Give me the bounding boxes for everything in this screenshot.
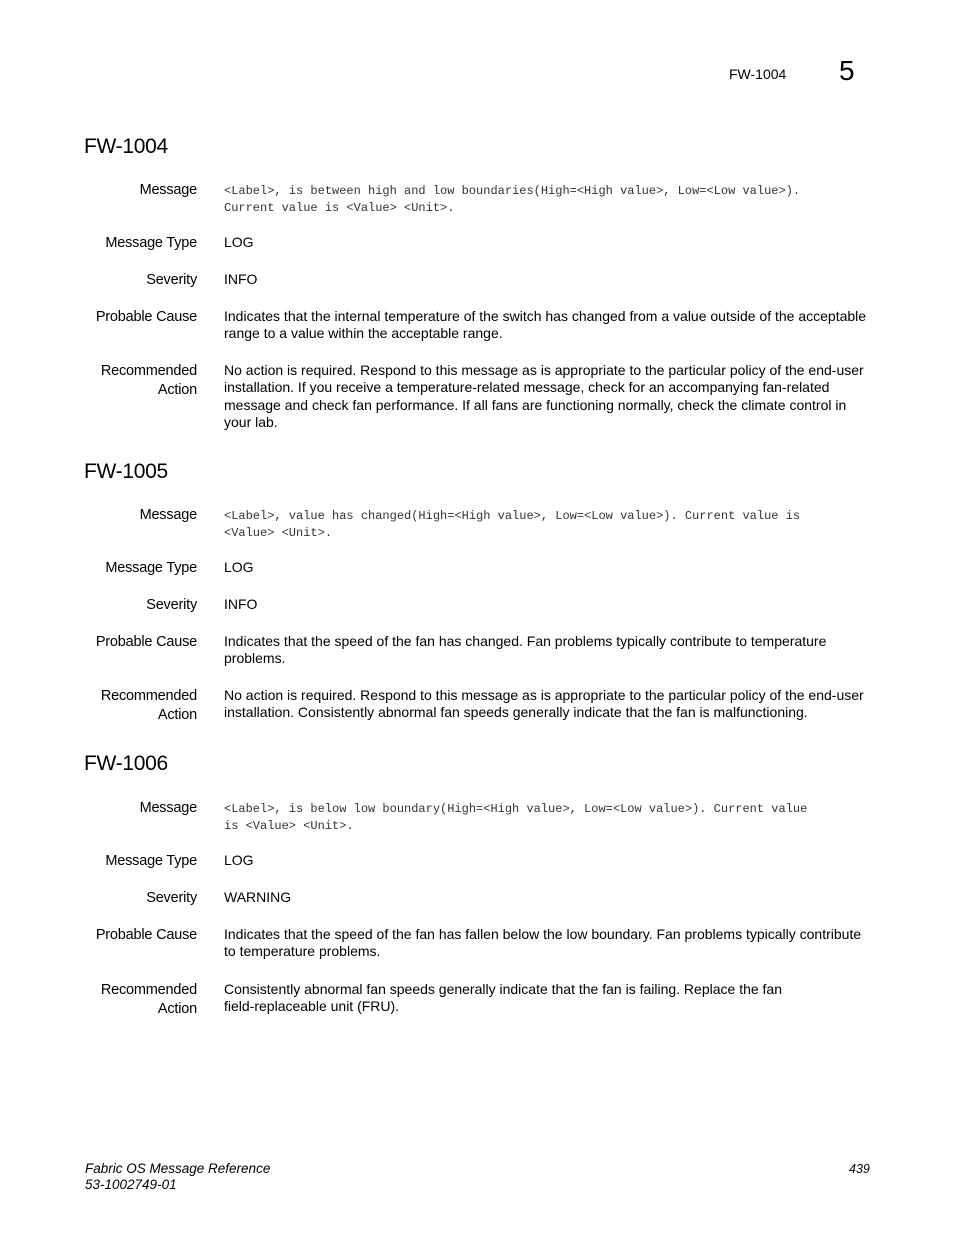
probable-cause-value xyxy=(224,633,872,668)
severity-label: Severity xyxy=(146,597,197,613)
running-head xyxy=(700,55,860,88)
text-line: Indicates that the speed of the fan has changed. Fan problems typically contribute to temperature xyxy=(224,633,827,649)
text-line: No action is required. Respond to this message as is appropriate to the particular policy of the end-user xyxy=(224,362,864,378)
message-type-value: LOG xyxy=(224,234,254,250)
severity-label: Severity xyxy=(146,890,197,906)
probable-cause-label: Probable Cause xyxy=(95,927,197,943)
message-label: Message xyxy=(139,182,197,198)
chapter-number: 5 xyxy=(839,55,855,86)
message-line: <Label>, is below low boundary(High=<High value>, Low=<Low value>). Current value xyxy=(224,802,808,816)
text-line: No action is required. Respond to this message as is appropriate to the particular policy of the end-user xyxy=(224,687,864,703)
message-label: Message xyxy=(139,507,197,523)
running-head-title: FW-1004 xyxy=(729,66,787,82)
message-line: <Label>, value has changed(High=<High value>, Low=<Low value>). Current value is xyxy=(224,509,801,523)
severity-value: WARNING xyxy=(224,889,292,905)
recommended-action-label xyxy=(37,981,197,1019)
severity-value: INFO xyxy=(224,271,258,287)
footer-doc-number: 53-1002749-01 xyxy=(85,1177,177,1192)
label-line: Recommended xyxy=(100,982,197,998)
message-line: <Value> <Unit>. xyxy=(224,525,333,540)
text-line: field-replaceable unit (FRU). xyxy=(224,998,400,1015)
severity-label: Severity xyxy=(146,272,197,288)
text-line: Indicates that the internal temperature of the switch has changed from a value outside of the acceptable xyxy=(224,308,867,324)
entry-title: FW-1005 xyxy=(84,460,168,483)
page-number: 439 xyxy=(849,1162,870,1176)
entry-title: FW-1006 xyxy=(84,752,168,775)
probable-cause-label: Probable Cause xyxy=(95,634,197,650)
recommended-action-value xyxy=(224,687,872,722)
message-value xyxy=(224,508,872,541)
recommended-action-value xyxy=(224,362,872,431)
label-line: Action xyxy=(157,707,197,723)
recommended-action-label xyxy=(37,362,197,400)
footer-document-info xyxy=(85,1161,270,1193)
recommended-action-label xyxy=(37,687,197,725)
message-type-value: LOG xyxy=(224,559,254,575)
label-line: Action xyxy=(157,1001,197,1017)
message-line: is <Value> <Unit>. xyxy=(224,818,354,833)
message-type-label: Message Type xyxy=(105,853,197,869)
message-line: Current value is <Value> <Unit>. xyxy=(224,200,455,215)
text-line: installation. If you receive a temperature-related message, check for an accompanying fan-related xyxy=(224,379,830,396)
probable-cause-label: Probable Cause xyxy=(95,309,197,325)
entry-title: FW-1004 xyxy=(84,135,168,158)
message-value xyxy=(224,183,872,216)
message-line: <Label>, is between high and low boundaries(High=<High value>, Low=<Low value>). xyxy=(224,184,801,198)
text-line: message and check fan performance. If all fans are functioning normally, check the climate control in xyxy=(224,396,847,413)
probable-cause-value xyxy=(224,308,872,343)
message-label: Message xyxy=(139,800,197,816)
label-line: Recommended xyxy=(100,688,197,704)
text-line: problems. xyxy=(224,650,286,667)
message-type-label: Message Type xyxy=(105,235,197,251)
message-value xyxy=(224,801,872,834)
severity-value: INFO xyxy=(224,596,258,612)
footer-doc-title: Fabric OS Message Reference xyxy=(85,1161,271,1176)
text-line: Indicates that the speed of the fan has fallen below the low boundary. Fan problems typically contribute xyxy=(224,926,862,942)
text-line: your lab. xyxy=(224,413,278,430)
text-line: to temperature problems. xyxy=(224,943,381,960)
label-line: Action xyxy=(157,382,197,398)
text-line: Consistently abnormal fan speeds generally indicate that the fan is failing. Replace the fan xyxy=(224,981,783,997)
recommended-action-value xyxy=(224,981,872,1016)
probable-cause-value xyxy=(224,926,872,961)
label-line: Recommended xyxy=(100,363,197,379)
text-line: installation. Consistently abnormal fan speeds generally indicate that the fan is malfunctioning. xyxy=(224,704,808,721)
message-type-value: LOG xyxy=(224,852,254,868)
message-type-label: Message Type xyxy=(105,560,197,576)
text-line: range to a value within the acceptable range. xyxy=(224,325,503,342)
